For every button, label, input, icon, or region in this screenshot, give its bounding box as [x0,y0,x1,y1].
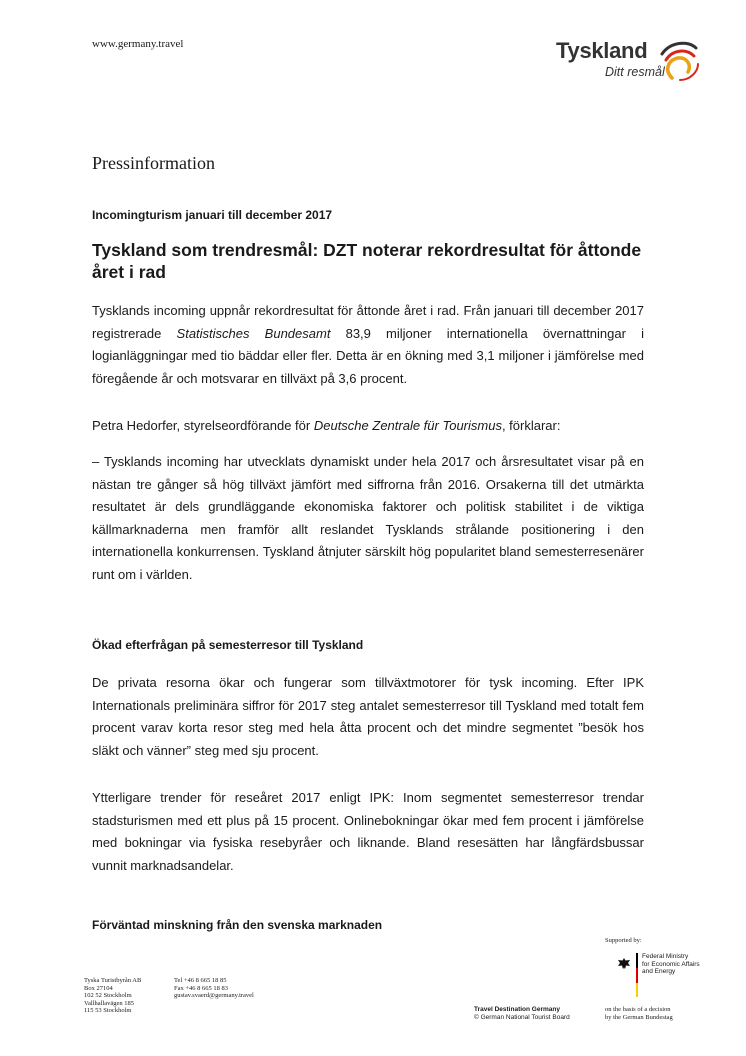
paragraph: De privata resorna ökar och fungerar som tillväxtmotorer för tysk incoming. Efter IPK Internationals preliminära siffror för 2017 steg antalet semesterresor till Tyskland med totalt fem procent varav korta resor steg med hela åtta procent och det mindre segmentet ”besök hos släkt och vänner” steg med sju procent. [92,675,644,758]
flag-bar [636,953,638,997]
text: Tysklands incoming uppnår rekordresultat för åttonde året i rad. Från januari till december 2017 registrerade [92,303,644,341]
address-line: Vallhallavägen 185 [84,999,134,1007]
address-line: 102 52 Stockholm [84,992,132,999]
emphasis: Statistisches Bundesamt [176,325,331,341]
ministry-line: Federal Ministry [642,953,689,960]
text: Petra Hedorfer, styrelseordförande för [92,418,314,433]
tyskland-logo [553,38,703,84]
paragraph-quote: – Tysklands incoming har utvecklats dynamiskt under hela 2017 och årsresultatet visar på en nästan tre gånger så hög tillväxt jämfört med siffrorna från 2016. Orsakerna till det utmärkta resultatet är dels grundläggande ekonomiska faktorer och politisk stabilitet i de viktiga källmarknaderna men framför allt reslandet Tysklands strålande positionering i den internationella konkurrensen. Tyskland åtnjuter särskilt hög popularitet bland semesterresenärer runt om i världen. [92,454,644,582]
ministry-logo [613,951,708,999]
paragraph-intro [92,300,644,390]
ministry-line: and Energy [642,968,676,975]
fax: Fax +46 8 665 18 83 [174,984,229,992]
text: 83,9 miljoner internationella övernattningar i logianläggningar med tio bäddar eller fler. Detta är en ökning med 3,1 miljoner i jämförelse med föregående år och motsvarar en tillväxt på 3,6 procent. [92,325,644,386]
text: , förklarar: [501,418,561,433]
logo-title: Tyskland [556,38,648,63]
ministry-line: for Economic Affairs [642,960,700,968]
paragraph: Ytterligare trender för reseåret 2017 enligt IPK: Inom segmentet semesterresor trendar stadsturismen med ett plus på 15 procent. Onlinebokningar ökar med fem procent i jämförelse med bokningar via fysiska resebyråer och liknande. Bland resesätten har långfärdsbussar vunnit marknadsandelar. [92,790,644,873]
kicker: Incomingturism januari till december 2017 [92,208,333,222]
basis-line: by the German Bundestag [605,1013,673,1021]
footer-contact [174,977,284,1000]
tdg-board: © German National Tourist Board [474,1013,570,1021]
basis-line: on the basis of a decision [605,1006,671,1013]
footer-address [84,977,164,1015]
address-line: 115 53 Stockholm [84,1007,132,1014]
email-link[interactable]: gustav.svaerd@germany.travel [174,992,254,999]
footer-travel-destination-germany [474,1006,570,1021]
address-line: Box 27104 [84,984,113,992]
logo-subtitle: Ditt resmål [605,65,665,79]
headline: Tyskland som trendresmål: DZT noterar rekordresultat för åttonde året i rad [92,240,642,282]
bundestag-basis [605,1006,715,1021]
supported-by-label: Supported by: [605,937,642,944]
eagle-icon [617,957,631,971]
paragraph-quote-attribution [92,415,644,438]
ministry-name [642,953,712,976]
subheading: Ökad efterfrågan på semesterresor till Tyskland [92,638,364,652]
subheading: Förväntad minskning från den svenska marknaden [92,918,383,932]
tdg-name: Travel Destination Germany [474,1006,560,1013]
document-type-label: Pressinformation [92,153,215,173]
phone: Tel +46 8 665 18 85 [174,977,227,984]
emphasis: Deutsche Zentrale für Tourismus [313,418,502,433]
address-line: Tyska Turistbyrån AB [84,977,142,984]
site-url[interactable]: www.germany.travel [92,38,184,50]
logo-swirl-icon [656,38,702,84]
